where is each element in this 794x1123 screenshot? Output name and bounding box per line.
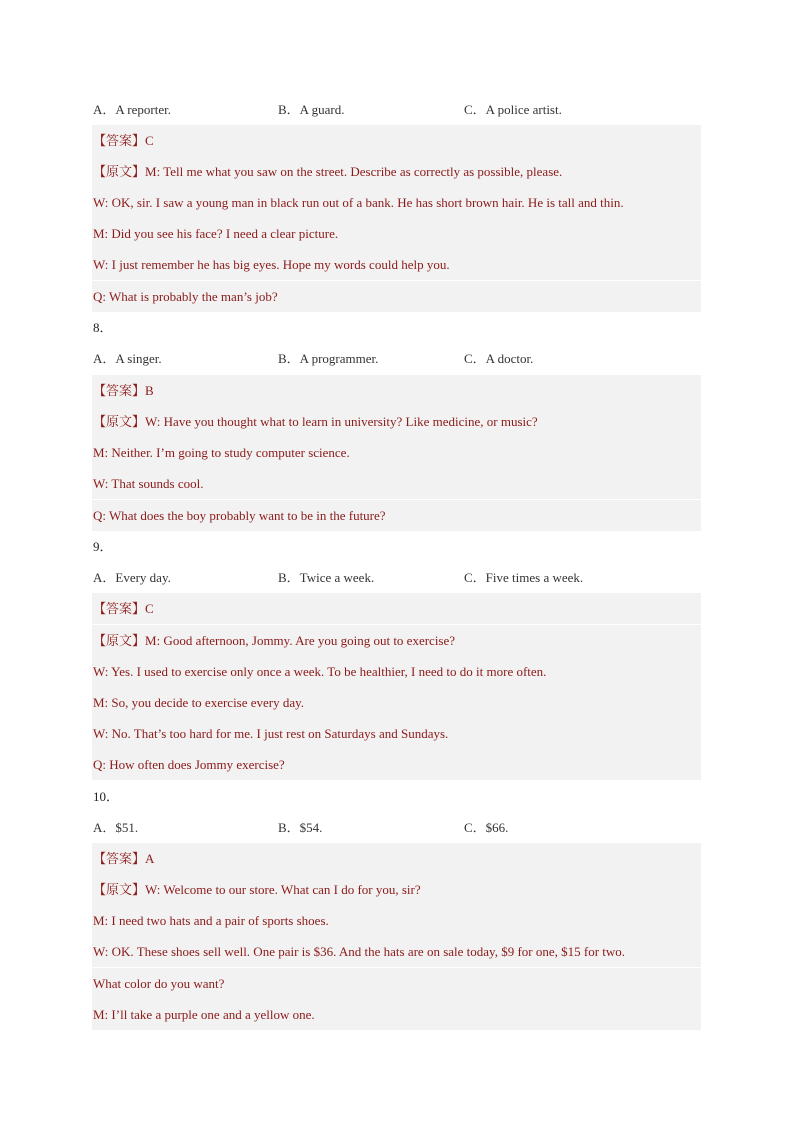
q9-transcript-line: W: No. That’s too hard for me. I just rest on Saturdays and Sundays. [92, 718, 701, 749]
q9-transcript-line: W: Yes. I used to exercise only once a week. To be healthier, I need to do it more often. [92, 656, 701, 687]
q10-transcript-line: 【原文】W: Welcome to our store. What can I do for you, sir? [92, 874, 701, 905]
q9-options [92, 562, 701, 593]
q10-option-c: C．$66. [464, 820, 509, 835]
q7-options [92, 94, 701, 125]
q10-transcript-line: M: I’ll take a purple one and a yellow one. [92, 999, 701, 1030]
q8-transcript-line: W: That sounds cool. [92, 468, 701, 499]
q7-option-c: C．A police artist. [464, 102, 562, 117]
q8-transcript-line: 【原文】W: Have you thought what to learn in university? Like medicine, or music? [92, 406, 701, 437]
q8-options [92, 343, 701, 374]
q10-option-a: A．$51. [93, 820, 139, 835]
q10-option-b: B．$54. [278, 820, 323, 835]
q8-transcript-line: M: Neither. I’m going to study computer science. [92, 437, 701, 468]
q9-option-a: A．Every day. [93, 570, 171, 585]
q10-answer: 【答案】A [92, 843, 701, 874]
q9-transcript-line: Q: How often does Jommy exercise? [92, 749, 701, 780]
q8-option-a: A．A singer. [93, 351, 162, 366]
q7-option-b: B．A guard. [278, 102, 345, 117]
q10-transcript-line: M: I need two hats and a pair of sports shoes. [92, 905, 701, 936]
q7-transcript-line: M: Did you see his face? I need a clear picture. [92, 218, 701, 249]
q10-transcript-line: What color do you want? [92, 968, 701, 999]
q9-answer: 【答案】C [92, 593, 701, 624]
q8-answer: 【答案】B [92, 375, 701, 406]
q7-transcript-line: W: OK, sir. I saw a young man in black run out of a bank. He has short brown hair. He is tall and thin. [92, 187, 701, 218]
q7-option-a: A．A reporter. [93, 102, 171, 117]
q9-transcript-line: M: So, you decide to exercise every day. [92, 687, 701, 718]
q9-option-c: C．Five times a week. [464, 570, 584, 585]
q9-number: 9． [93, 539, 113, 554]
q8-option-b: B．A programmer. [278, 351, 379, 366]
q9-option-b: B．Twice a week. [278, 570, 375, 585]
q10-number: 10． [93, 789, 120, 804]
q7-transcript-line: 【原文】M: Tell me what you saw on the street. Describe as correctly as possible, please. [92, 156, 701, 187]
q8-number: 8． [93, 320, 113, 335]
q8-transcript-line: Q: What does the boy probably want to be in the future? [92, 500, 701, 531]
q10-transcript-line: W: OK. These shoes sell well. One pair is $36. And the hats are on sale today, $9 for one, $15 for two. [92, 936, 701, 967]
q7-answer: 【答案】C [92, 125, 701, 156]
q9-transcript-line: 【原文】M: Good afternoon, Jommy. Are you going out to exercise? [92, 625, 701, 656]
q7-transcript-line: Q: What is probably the man’s job? [92, 281, 701, 312]
q10-options [92, 812, 701, 843]
q7-transcript-line: W: I just remember he has big eyes. Hope my words could help you. [92, 249, 701, 280]
q8-option-c: C．A doctor. [464, 351, 534, 366]
